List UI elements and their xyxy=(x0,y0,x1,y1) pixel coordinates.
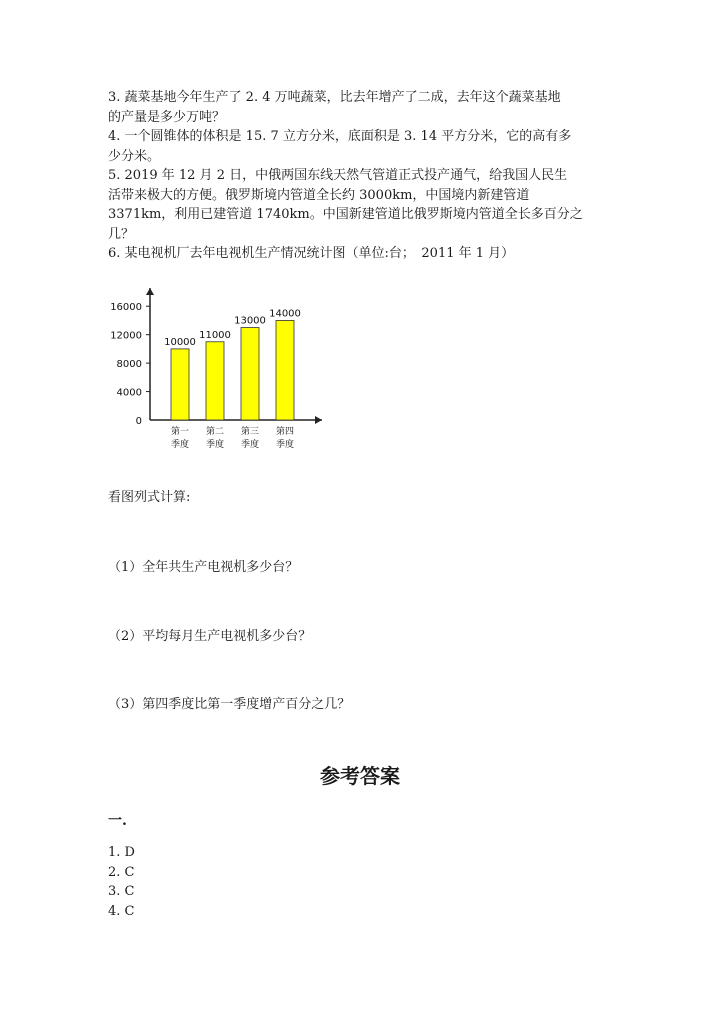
answers-heading: 参考答案 xyxy=(320,764,400,788)
bar-value-label: 13000 xyxy=(234,315,266,327)
y-tick-label: 16000 xyxy=(110,302,142,314)
text-line: 6. 某电视机厂去年电视机生产情况统计图（单位:台； 2011 年 1 月） xyxy=(108,246,515,261)
x-tick-label: 第三 xyxy=(240,427,260,437)
section-label: 一. xyxy=(108,813,127,829)
question-4 xyxy=(108,127,608,166)
x-tick-label: 季度 xyxy=(170,440,190,450)
instruction-text: 看图列式计算: xyxy=(108,490,191,505)
sub-question-3: （3）第四季度比第一季度增产百分之几？ xyxy=(108,697,351,712)
answer-item: 2. C xyxy=(108,864,135,880)
text-line: 5. 2019 年 12 月 2 日，中俄两国东线天然气管道正式投产通气，给我国人民生 xyxy=(108,168,568,183)
text-line: 4. 一个圆锥体的体积是 15. 7 立方分米，底面积是 3. 14 平方分米，它的高有多 xyxy=(108,129,572,144)
x-tick-label: 第二 xyxy=(205,427,225,437)
question-3 xyxy=(108,88,608,127)
question-6 xyxy=(108,244,608,264)
x-tick-label: 第一 xyxy=(170,427,190,437)
text-line: 活带来极大的方便。俄罗斯境内管道全长约 3000km，中国境内新建管道 xyxy=(108,187,530,203)
x-tick-label: 季度 xyxy=(275,440,295,450)
y-tick-label: 8000 xyxy=(116,359,142,371)
sub-question-1: （1）全年共生产电视机多少台？ xyxy=(108,560,299,575)
question-5 xyxy=(108,166,608,244)
bar xyxy=(206,342,224,420)
text-line: 的产量是多少万吨？ xyxy=(108,109,226,125)
bar-value-label: 11000 xyxy=(199,329,231,341)
answer-list xyxy=(108,843,135,921)
tv-production-bar-chart xyxy=(100,280,330,460)
y-axis-arrow xyxy=(146,288,154,295)
text-line: 3. 蔬菜基地今年生产了 2. 4 万吨蔬菜，比去年增产了二成，去年这个蔬菜基地 xyxy=(108,90,561,105)
answer-item: 1. D xyxy=(108,845,135,860)
y-tick-label: 4000 xyxy=(116,387,142,399)
answer-item: 3. C xyxy=(108,884,135,899)
y-tick-label: 12000 xyxy=(110,330,142,342)
x-tick-label: 季度 xyxy=(240,440,260,450)
answer-item: 4. C xyxy=(108,903,135,919)
sub-question-2: （2）平均每月生产电视机多少台？ xyxy=(108,629,312,644)
text-line: 几？ xyxy=(108,226,135,242)
bar-value-label: 14000 xyxy=(269,308,301,320)
bar-value-label: 10000 xyxy=(164,336,196,348)
text-line: 少分米。 xyxy=(108,148,161,164)
x-tick-label: 第四 xyxy=(275,427,295,437)
y-tick-label: 0 xyxy=(135,416,142,427)
x-axis-arrow xyxy=(315,416,322,424)
bar xyxy=(276,320,294,420)
text-line: 3371km，利用已建管道 1740km。中国新建管道比俄罗斯境内管道全长多百分之 xyxy=(108,207,583,222)
bar xyxy=(171,349,189,420)
bar xyxy=(241,328,259,420)
x-tick-label: 季度 xyxy=(205,440,225,450)
